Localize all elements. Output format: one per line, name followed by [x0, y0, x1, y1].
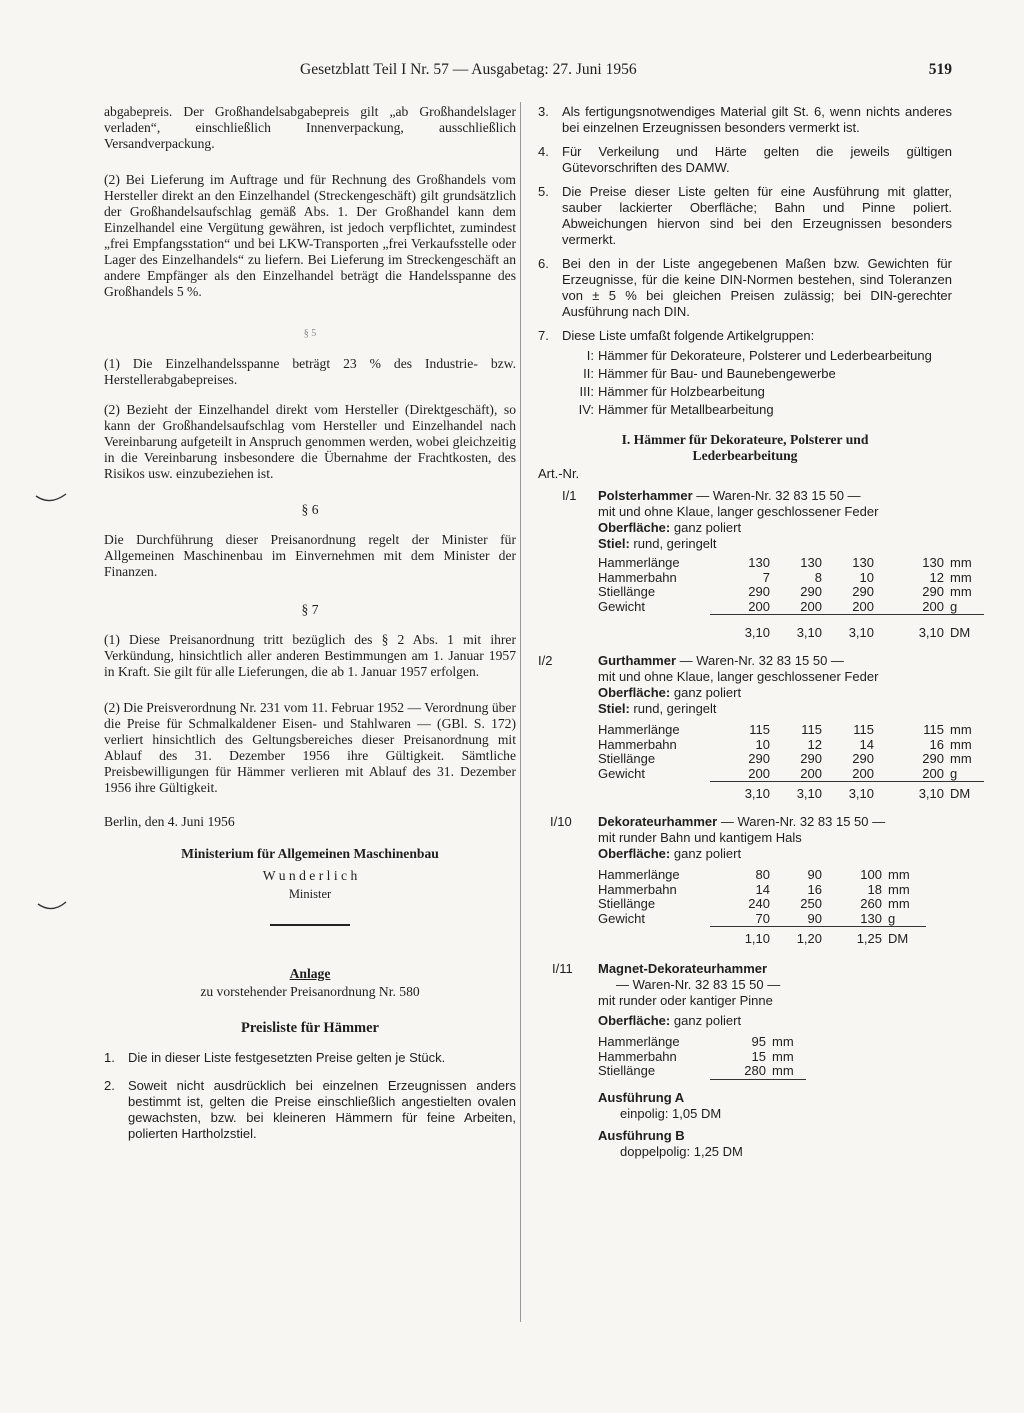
article-waren-nr: — Waren-Nr. 32 83 15 50 —: [616, 977, 781, 992]
spec-label: Hammerbahn: [598, 881, 677, 897]
article-name: Dekorateurhammer: [598, 814, 718, 829]
article-name: Gurthammer: [598, 653, 677, 668]
article-handle: [598, 701, 952, 717]
spec-unit: mm: [766, 1064, 806, 1080]
list-item-number: 7.: [538, 328, 549, 343]
group-list-item: [564, 402, 952, 418]
article-header: [538, 653, 952, 669]
spec-value: 290: [922, 751, 944, 766]
place-and-date: Berlin, den 4. Juni 1956: [104, 814, 235, 829]
spec-table: [598, 1035, 952, 1080]
article-waren-nr: — Waren-Nr. 32 83 15 50 —: [696, 488, 861, 503]
group-list-item: [564, 366, 952, 382]
spec-value: 200: [822, 600, 874, 616]
spec-unit: mm: [950, 751, 972, 766]
spec-value: 12: [929, 569, 944, 585]
article-number: I/2: [538, 653, 553, 668]
surface-value: ganz poliert: [673, 520, 742, 535]
article-surface: [598, 520, 952, 536]
price-list-title: Preisliste für Hämmer: [241, 1020, 379, 1036]
list-item-text: Die in dieser Liste festgesetzten Preise gelten je Stück.: [128, 1050, 446, 1065]
surface-value: ganz poliert: [673, 846, 742, 861]
spec-value: 130: [748, 555, 770, 570]
spec-unit: mm: [888, 867, 910, 882]
art-nr-label: Art.-Nr.: [538, 466, 580, 481]
handle-label: Stiel:: [598, 536, 630, 551]
spec-value: 16: [807, 881, 822, 897]
spec-value: 200: [874, 600, 944, 616]
spec-label: Stiellänge: [598, 896, 656, 911]
margin-check-mark-2: [36, 900, 68, 914]
spec-value: 14: [755, 881, 770, 897]
spec-value: 115: [801, 722, 822, 737]
left-column: [104, 104, 516, 1142]
spec-unit: mm: [772, 1048, 794, 1064]
paragraph-7-1: (1) Diese Preisanordnung tritt bezüglich des § 2 Abs. 1 mit ihrer Verkündung, hinsichtlich aller anderen Bestimmungen am 1. Januar 1957 in Kraft. Sie gilt für alle Lieferungen, die ab 1. Januar 1957 erfolgen.: [104, 632, 516, 679]
spec-label: Hammerlänge: [598, 722, 680, 737]
article-number: I/10: [550, 814, 572, 829]
list-item-text: Die Preise dieser Liste gelten für eine Ausführung mit glatter, sauber lackierter Oberfläche; Bahn und Pinne poliert. Abweichungen hiervon sind bei den Erzeugnissen besonders vermerkt.: [562, 184, 952, 247]
price-value: 3,10: [918, 625, 944, 640]
spec-value: 16: [929, 736, 944, 752]
article-description: mit und ohne Klaue, langer geschlossener Feder: [598, 669, 879, 684]
spec-label: Hammerbahn: [598, 569, 677, 585]
header-title: Gesetzblatt Teil I Nr. 57 — Ausgabetag: 27. Juni 1956: [300, 61, 637, 78]
spec-value: 18: [867, 881, 882, 897]
article-header: [538, 814, 952, 830]
spec-value: 10: [859, 569, 874, 585]
list-item-text: Für Verkeilung und Härte gelten die jeweils gültigen Gütevorschriften des DAMW.: [562, 144, 952, 175]
spec-value: 90: [770, 912, 822, 928]
list-item-number: 4.: [538, 144, 549, 159]
variant-a: [598, 1090, 952, 1122]
spec-value: 290: [852, 751, 874, 766]
list-item-number: 6.: [538, 256, 549, 271]
paragraph-6: Die Durchführung dieser Preisanordnung regelt der Minister für Allgemeinen Maschinenbau im Einvernehmen mit dem Minister der Finanzen.: [104, 532, 516, 579]
spec-value: 130: [852, 555, 874, 570]
list-item-number: 1.: [104, 1050, 115, 1065]
surface-value: ganz poliert: [673, 1013, 742, 1028]
article-waren-nr: — Waren-Nr. 32 83 15 50 —: [720, 814, 886, 829]
group-list-item: [564, 384, 952, 400]
spec-value: 200: [770, 767, 822, 783]
anlage-subtitle: zu vorstehender Preisanordnung Nr. 580: [200, 984, 420, 999]
group-number: IV:: [578, 402, 594, 417]
paragraph-continuation: abgabepreis. Der Großhandelsabgabepreis gilt „ab Großhandelslager verladen“, einschließlich Innenverpackung, ausschließlich Versandverpackung.: [104, 104, 516, 151]
list-item: [104, 1050, 516, 1066]
list-item: [538, 328, 952, 344]
price-value: 3,10: [744, 625, 770, 640]
page-number: 519: [928, 61, 952, 78]
ministry-name: Ministerium für Allgemeinen Maschinenbau: [181, 846, 439, 861]
variant-label: Ausführung A: [598, 1089, 685, 1105]
spec-unit: g: [882, 912, 926, 928]
price-row: [598, 931, 952, 947]
surface-label: Oberfläche:: [598, 685, 671, 700]
spec-unit: g: [944, 767, 984, 783]
spec-label: Stiellänge: [598, 1063, 656, 1078]
price-value: 3,10: [744, 786, 770, 801]
spec-label: Stiellänge: [598, 584, 656, 599]
spec-value: 115: [749, 722, 770, 737]
spec-unit: mm: [950, 736, 972, 752]
variant-price: einpolig: 1,05 DM: [620, 1105, 722, 1121]
paragraph-5-1: (1) Die Einzelhandelsspanne beträgt 23 % des Industrie- bzw. Herstellerabgabepreises.: [104, 356, 516, 387]
surface-label: Oberfläche:: [598, 520, 671, 535]
spec-value: 240: [748, 896, 770, 911]
spec-unit: mm: [950, 555, 972, 570]
article-header: [538, 488, 952, 504]
article-surface: [598, 846, 952, 862]
spec-value: 200: [710, 767, 770, 783]
price-row: [598, 786, 971, 802]
article-surface: [598, 1013, 952, 1029]
price-row: [598, 625, 971, 641]
spec-label: Hammerbahn: [598, 1048, 677, 1064]
list-item-number: 3.: [538, 104, 549, 119]
paragraph-4-2: (2) Bei Lieferung im Auftrage und für Rechnung des Großhandels vom Hersteller direkt an den Einzelhandel (Streckengeschäft) gilt grundsätzlich der Großhandelsaufschlag gemäß Abs. 1. Der Großhandel kann dem Einzelhandel eine Vergütung gewähren, ist jedoch verpflichtet, zumindest „frei Empfangsstation“ und bei LKW-Transporten „frei Verkaufsstelle oder Lager des Einzelhandels“ zu liefern. Bei Lieferung im Streckengeschäft an andere Empfänger als den Einzelhandel beträgt die Handelsspanne des Großhandels 5 %.: [104, 172, 516, 299]
price-unit: DM: [888, 931, 909, 946]
spec-label: Stiellänge: [598, 751, 656, 766]
section-6-heading: § 6: [301, 502, 319, 517]
article-description: mit runder oder kantiger Pinne: [598, 993, 773, 1008]
list-item: [104, 1078, 516, 1142]
separator-rule: [270, 924, 350, 926]
spec-value: 200: [770, 600, 822, 616]
handle-value: rund, geringelt: [633, 701, 717, 716]
spec-value: 290: [800, 584, 822, 599]
price-value: 1,20: [796, 931, 822, 946]
surface-label: Oberfläche:: [598, 1013, 671, 1028]
price-value: 3,10: [918, 786, 944, 801]
spec-label: Gewicht: [598, 910, 645, 926]
spec-unit: mm: [950, 584, 972, 599]
spec-value: 130: [822, 912, 882, 928]
group-text: Hämmer für Dekorateure, Polsterer und Lederbearbeitung: [598, 348, 932, 363]
article-name: Polsterhammer: [598, 488, 693, 503]
spec-value: 290: [748, 751, 770, 766]
column-divider: [520, 102, 521, 1322]
spec-value: 90: [807, 867, 822, 882]
price-value: 3,10: [796, 786, 822, 801]
group-number: II:: [583, 366, 594, 381]
spec-label: Hammerlänge: [598, 867, 680, 882]
price-value: 1,10: [744, 931, 770, 946]
spec-label: Gewicht: [598, 598, 645, 614]
spec-value: 8: [814, 569, 822, 585]
handle-value: rund, geringelt: [633, 536, 717, 551]
group-text: Hämmer für Bau- und Baunebengewerbe: [598, 366, 836, 381]
spec-table: [598, 868, 952, 927]
spec-unit: mm: [888, 896, 910, 911]
spec-value: 100: [860, 867, 882, 882]
spec-value: 260: [860, 896, 882, 911]
spec-label: Hammerlänge: [598, 555, 680, 570]
group-list-item: [564, 348, 952, 364]
spec-unit: g: [944, 600, 984, 616]
list-item-text: Als fertigungsnotwendiges Material gilt St. 6, wenn nichts anderes bei einzelnen Erzeugnissen besonders vermerkt ist.: [562, 104, 952, 135]
article-waren-nr: — Waren-Nr. 32 83 15 50 —: [679, 653, 844, 668]
group-text: Hämmer für Metallbearbeitung: [598, 402, 774, 417]
list-item-text: Bei den in der Liste angegebenen Maßen bzw. Gewichten für Erzeugnisse, für die keine DIN-Normen bestehen, sind Toleranzen von ± 5 % bei gleichen Preisen zulässig; bei DIN-gerechter Ausführung nach DIN.: [562, 256, 952, 319]
spec-value: 200: [822, 767, 874, 783]
group-1-heading: I. Hämmer für Dekorateure, Polsterer und Lederbearbeitung: [621, 432, 869, 463]
price-value: 3,10: [848, 786, 874, 801]
spec-value: 12: [807, 736, 822, 752]
spec-value: 115: [923, 722, 944, 737]
page-header: [300, 62, 952, 84]
anlage-title: Anlage: [289, 966, 331, 981]
list-item: [538, 104, 952, 136]
spec-value: 70: [710, 912, 770, 928]
price-value: 1,25: [856, 931, 882, 946]
spec-value: 290: [748, 584, 770, 599]
price-unit: DM: [950, 786, 971, 801]
handle-label: Stiel:: [598, 701, 630, 716]
paragraph-5-2: (2) Bezieht der Einzelhandel direkt vom Hersteller (Direktgeschäft), so kann der Großhandelsaufschlag vom Hersteller und Einzelhandel nach Vereinbarung aufgeteilt in Anspruch genommen werden, wobei gleichzeitig in die Vereinbarung insbesondere die Übernahme der Frachtkosten, des Risikos usw. einzubeziehen ist.: [104, 402, 516, 481]
paragraph-7-2: (2) Die Preisverordnung Nr. 231 vom 11. Februar 1952 — Verordnung über die Preise für Schmalkaldener Eisen- und Stahlwaren — (GBl. S. 172) verliert hinsichtlich des Geltungsbereiches dieser Preisanordnung mit Ablauf des 31. Dezember 1956 ihre Gültigkeit. Sämtliche Preisbewilligungen für Hämmer verlieren mit Ablauf des 31. Dezember 1956 ihre Gültigkeit.: [104, 700, 516, 795]
price-unit: DM: [950, 625, 971, 640]
spec-value: 15: [751, 1048, 766, 1064]
price-value: 3,10: [848, 625, 874, 640]
article-name: Magnet-Dekorateurhammer: [598, 961, 768, 976]
spec-value: 290: [922, 584, 944, 599]
list-item: [538, 256, 952, 320]
spec-value: 200: [874, 767, 944, 783]
variant-b: [598, 1128, 952, 1160]
spec-value: 7: [762, 569, 770, 585]
margin-check-mark-1: [34, 492, 68, 506]
article-surface: [598, 685, 952, 701]
article-description: mit und ohne Klaue, langer geschlossener Feder: [598, 504, 879, 519]
list-item-number: 2.: [104, 1078, 115, 1093]
variant-label: Ausführung B: [598, 1127, 685, 1143]
spec-unit: mm: [888, 881, 910, 897]
spec-unit: mm: [950, 722, 972, 737]
article-number: I/11: [552, 961, 573, 976]
section-7-heading: § 7: [301, 602, 319, 617]
spec-label: Hammerlänge: [598, 1034, 680, 1049]
group-number: I:: [586, 348, 594, 363]
list-item-number: 5.: [538, 184, 549, 199]
spec-value: 290: [800, 751, 822, 766]
signatory-role: Minister: [288, 887, 332, 901]
list-item: [538, 184, 952, 248]
article-handle: [598, 536, 952, 552]
list-item-text: Diese Liste umfaßt folgende Artikelgruppen:: [562, 328, 815, 343]
variant-price: doppelpolig: 1,25 DM: [620, 1143, 743, 1159]
surface-value: ganz poliert: [673, 685, 742, 700]
price-value: 3,10: [796, 625, 822, 640]
spec-value: 290: [852, 584, 874, 599]
spec-value: 80: [755, 867, 770, 882]
group-text: Hämmer für Holzbearbeitung: [598, 384, 765, 399]
spec-label: Hammerbahn: [598, 736, 677, 752]
spec-value: 130: [800, 555, 822, 570]
signatory-name: W u n d e r l i c h: [262, 868, 358, 883]
spec-value: 10: [755, 736, 770, 752]
article-description: mit runder Bahn und kantigem Hals: [598, 830, 802, 845]
article-header: [538, 961, 952, 977]
spec-value: 115: [853, 722, 874, 737]
article-number: I/1: [562, 488, 577, 503]
right-column: [538, 104, 972, 1160]
spec-unit: mm: [772, 1034, 794, 1049]
section-5-heading: § 5: [303, 328, 317, 339]
list-item: [538, 144, 952, 176]
spec-unit: mm: [950, 569, 972, 585]
spec-table: [598, 722, 972, 782]
surface-label: Oberfläche:: [598, 846, 671, 861]
spec-value: 95: [751, 1034, 766, 1049]
spec-value: 250: [800, 896, 822, 911]
spec-value: 14: [859, 736, 874, 752]
spec-label: Gewicht: [598, 765, 645, 781]
spec-table: [598, 555, 972, 615]
spec-value: 200: [710, 600, 770, 616]
spec-value: 280: [710, 1064, 766, 1080]
group-number: III:: [579, 384, 594, 399]
list-item-text: Soweit nicht ausdrücklich bei einzelnen Erzeugnissen anders bestimmt ist, gelten die Preise einschließlich angestielten ovalen gewachsten, bzw. bei kleineren Hämmern für feine Arbeiten, polierten Hartholzstiel.: [128, 1078, 516, 1141]
spec-value: 130: [922, 555, 944, 570]
